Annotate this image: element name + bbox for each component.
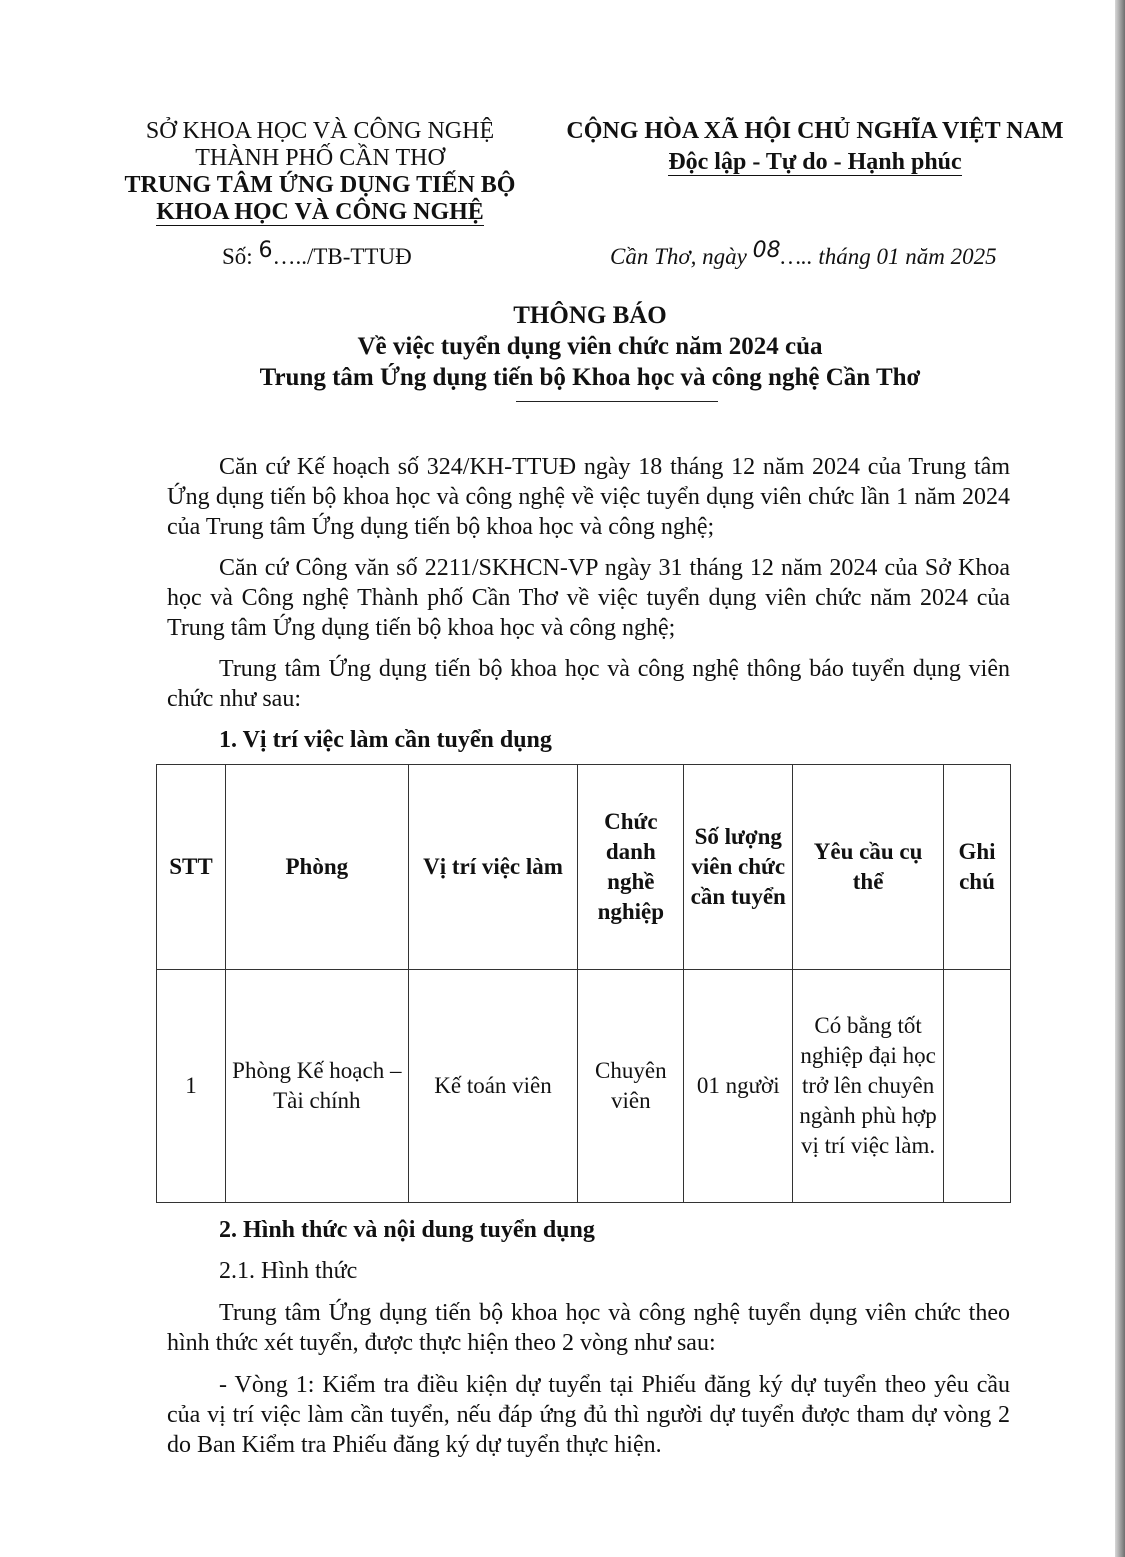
section-2-1-heading: 2.1. Hình thức	[219, 1258, 358, 1284]
header-department: Phòng	[225, 765, 408, 970]
cell-stt: 1	[157, 970, 226, 1203]
header-notes: Ghi chú	[944, 765, 1011, 970]
issuing-agency-block	[110, 118, 530, 226]
place-and-date: Cần Thơ, ngày 08….. tháng 01 năm 2025	[610, 238, 997, 269]
positions-table	[156, 764, 1011, 1203]
agency-line-3: TRUNG TÂM ỨNG DỤNG TIẾN BỘ	[124, 172, 516, 198]
document-title	[160, 300, 1020, 393]
cell-title: Chuyên viên	[578, 970, 684, 1203]
header-position: Vị trí việc làm	[408, 765, 578, 970]
section-1-heading: 1. Vị trí việc làm cần tuyển dụng	[219, 727, 552, 753]
title-divider	[516, 401, 718, 402]
page-edge-shadow	[1115, 0, 1125, 1557]
title-line-3: Trung tâm Ứng dụng tiến bộ Khoa học và công nghệ Cần Thơ	[259, 364, 921, 391]
cell-quantity: 01 người	[684, 970, 793, 1203]
header-stt: STT	[157, 765, 226, 970]
header-requirements: Yêu cầu cụ thể	[793, 765, 944, 970]
country-name: CỘNG HÒA XÃ HỘI CHỦ NGHĨA VIỆT NAM	[566, 118, 1064, 144]
cell-notes	[944, 970, 1011, 1203]
header-quantity: Số lượng viên chức cần tuyển	[684, 765, 793, 970]
cell-position: Kế toán viên	[408, 970, 578, 1203]
header-title: Chức danh nghề nghiệp	[578, 765, 684, 970]
national-motto: Độc lập - Tự do - Hạnh phúc	[668, 149, 962, 175]
paragraph-basis-1: Căn cứ Kế hoạch số 324/KH-TTUĐ ngày 18 tháng 12 năm 2024 của Trung tâm Ứng dụng tiến bộ khoa học và công nghệ về việc tuyển dụng viên chức lần 1 năm 2024 của Trung tâm Ứng dụng tiến bộ khoa học và công nghệ;	[167, 454, 1010, 540]
document-number: Số: 6…../TB-TTUĐ	[222, 238, 412, 269]
paragraph-announcement: Trung tâm Ứng dụng tiến bộ khoa học và công nghệ thông báo tuyển dụng viên chức như sau:	[167, 656, 1010, 712]
agency-line-2: THÀNH PHỐ CẦN THƠ	[195, 145, 445, 171]
handwritten-number: 6	[258, 238, 273, 263]
table-header-row	[157, 765, 1011, 970]
paragraph-round-1: - Vòng 1: Kiểm tra điều kiện dự tuyển tại Phiếu đăng ký dự tuyển theo yêu cầu của vị trí việc làm cần tuyển, nếu đáp ứng đủ thì người dự tuyển được tham dự vòng 2 do Ban Kiểm tra Phiếu đăng ký dự tuyển thực hiện.	[167, 1372, 1010, 1458]
agency-line-1: SỞ KHOA HỌC VÀ CÔNG NGHỆ	[145, 118, 495, 144]
section-2-heading: 2. Hình thức và nội dung tuyển dụng	[219, 1217, 595, 1243]
paragraph-basis-2: Căn cứ Công văn số 2211/SKHCN-VP ngày 31 tháng 12 năm 2024 của Sở Khoa học và Công nghệ Thành phố Cần Thơ về việc tuyển dụng viên chức năm 2024 của Trung tâm Ứng dụng tiến bộ khoa học và công nghệ;	[167, 555, 1010, 641]
national-motto-block	[555, 116, 1075, 178]
handwritten-day: 08	[752, 238, 781, 263]
cell-department: Phòng Kế hoạch – Tài chính	[225, 970, 408, 1203]
paragraph-method: Trung tâm Ứng dụng tiến bộ khoa học và công nghệ tuyển dụng viên chức theo hình thức xét tuyển, được thực hiện theo 2 vòng như sau:	[167, 1300, 1010, 1356]
title-line-2: Về việc tuyển dụng viên chức năm 2024 của	[357, 333, 823, 360]
table-row	[157, 970, 1011, 1203]
title-line-1: THÔNG BÁO	[513, 302, 667, 329]
agency-line-4: KHOA HỌC VÀ CÔNG NGHỆ	[156, 199, 484, 225]
cell-requirements: Có bằng tốt nghiệp đại học trở lên chuyên ngành phù hợp vị trí việc làm.	[793, 970, 944, 1203]
